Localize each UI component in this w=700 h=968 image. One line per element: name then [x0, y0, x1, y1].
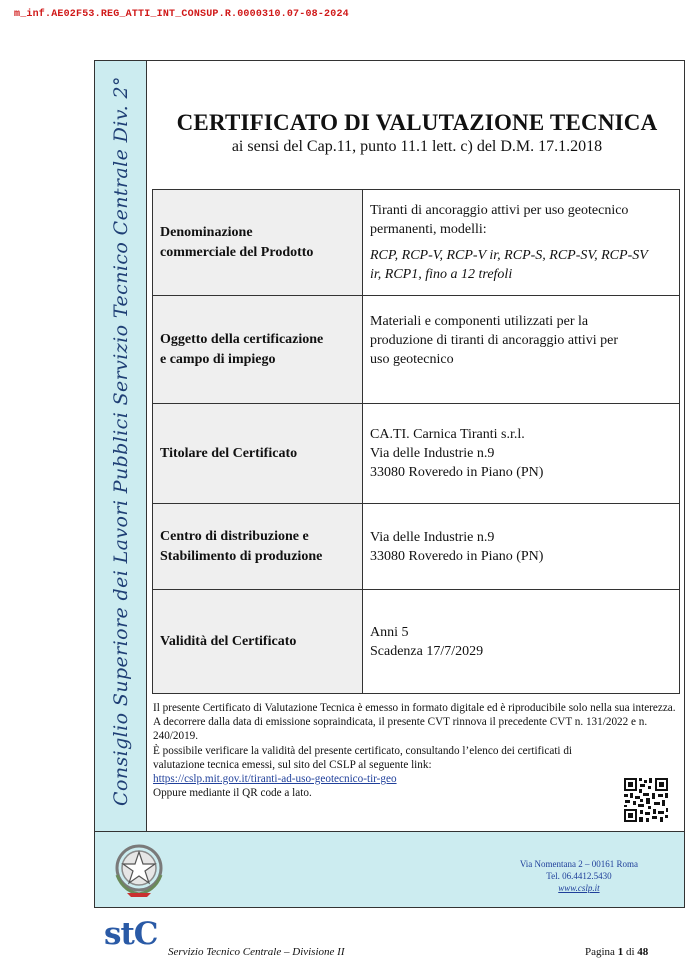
row-value: CA.TI. Carnica Tiranti s.r.l. Via delle Industrie n.9 33080 Roveredo in Piano (PN): [363, 404, 680, 504]
address-street: Via Nomentana 2 – 00161 Roma: [519, 859, 638, 869]
note-verification: È possibile verificare la validità del presente certificato, consultando l’elenco dei certificati di valutazione tecnica emessi, sul sito del CSLP al seguente link:: [153, 744, 573, 771]
table-row: [153, 296, 680, 404]
row-label: Titolare del Certificato: [153, 404, 363, 504]
row-value: Tiranti di ancoraggio attivi per uso geotecnico permanenti, modelli: RCP, RCP-V, RCP-V ir, RCP-S, RCP-SV, RCP-SV ir, RCP1, fino a 12 trefoli: [363, 190, 680, 296]
address-phone: Tel. 06.4412.5430: [546, 871, 612, 881]
row-value: Via delle Industrie n.9 33080 Roveredo in Piano (PN): [363, 504, 680, 590]
table-row: [153, 404, 680, 504]
table-row: [153, 504, 680, 590]
note-qr-hint: Oppure mediante il QR code a lato.: [153, 787, 312, 800]
page-subtitle: ai sensi del Cap.11, punto 11.1 lett. c) del D.M. 17.1.2018: [231, 138, 603, 155]
row-label: Denominazione commerciale del Prodotto: [153, 190, 363, 296]
certificate-table: [152, 189, 680, 694]
table-row: [153, 590, 680, 694]
page-number: Pagina 1 di 48: [585, 946, 649, 958]
sidebar-institution-text: Consiglio Superiore dei Lavori Pubblici Servizio Tecnico Centrale Div. 2°: [110, 76, 132, 806]
website-link[interactable]: www.cslp.it: [558, 883, 600, 893]
sidebar-band: [95, 61, 147, 831]
row-value: Materiali e componenti utilizzati per la produzione di tiranti di ancoraggio attivi per uso geotecnico: [363, 296, 680, 404]
row-label: Oggetto della certificazione e campo di impiego: [153, 296, 363, 404]
contact-address: [520, 858, 638, 894]
verification-link[interactable]: https://cslp.mit.gov.it/tiranti-ad-uso-geotecnico-tir-geo: [153, 773, 397, 786]
certificate-note: [153, 701, 678, 800]
note-digital-format: Il presente Certificato di Valutazione Tecnica è emesso in formato digitale ed è riproducibile solo nella sua interezza.: [153, 702, 676, 714]
footer-band: [95, 831, 684, 907]
note-renewal: A decorrere dalla data di emissione sopraindicata, il presente CVT rinnova il precedente CVT n. 131/2022 e n. 240/2019.: [153, 716, 648, 743]
footer-division: Servizio Tecnico Centrale – Divisione II: [168, 946, 345, 958]
italian-republic-emblem-icon: [109, 841, 169, 899]
table-row: [153, 190, 680, 296]
qr-code-icon[interactable]: [623, 777, 669, 823]
row-label: Centro di distribuzione e Stabilimento di produzione: [153, 504, 363, 590]
page-title: CERTIFICATO DI VALUTAZIONE TECNICA: [176, 110, 658, 135]
row-value: Anni 5 Scadenza 17/7/2029: [363, 590, 680, 694]
row-label: Validità del Certificato: [153, 590, 363, 694]
protocol-stamp: m_inf.AE02F53.REG_ATTI_INT_CONSUP.R.0000310.07-08-2024: [14, 9, 349, 20]
stc-logo: stC: [104, 916, 158, 952]
certificate-frame: [94, 60, 685, 908]
